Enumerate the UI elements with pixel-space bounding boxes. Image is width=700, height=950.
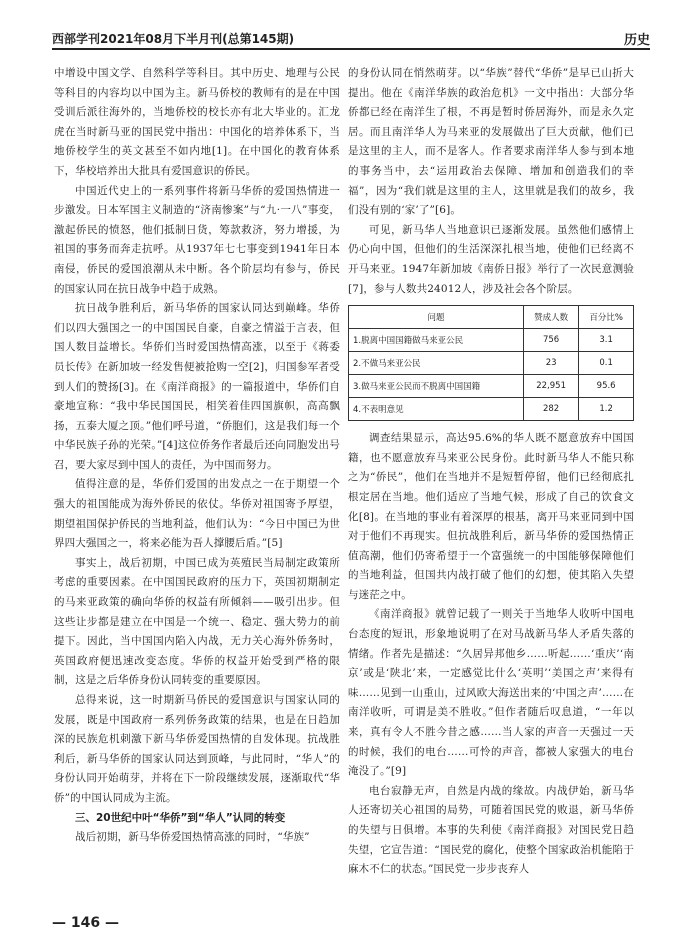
body-paragraph: 总得来说，这一时期新马侨民的爱国意识与国家认同的发展，既是中国政府一系列侨务政策的结果，也是在日趋加深的民族危机刺激下新马华侨爱国热情的自发体现。抗战胜利后，新马华侨的国家认同达到顶峰，与此同时，“华人”的身份认同开始萌芽，并将在下一阶段继续发展，逐渐取代“华侨”的中国认同成为主流。 (54, 694, 340, 804)
table-cell: 22,951 (523, 375, 578, 398)
column-header: 问题 (349, 306, 524, 329)
table-cell: 0.1 (579, 352, 634, 375)
body-paragraph: 的身份认同在悄然萌芽。以“华族”替代“华侨”是早已山折大提出。他在《南洋华族的政治危机》一文中指出：大部分华侨都已经在南洋生了根，不再是暂时侨居海外，而是永久定居。而且南洋华人为马来亚的发展做出了巨大贡献，他们已是这里的主人，而不是客人。作者要求南洋华人参与到本地的事务当中，去“运用政治去保障、增加和创造我们的幸福”，因为“我们就是这里的主人，这里就是我们的故乡，我们没有别的‘家’了”[6]。 (348, 67, 634, 217)
table-cell: 282 (523, 398, 578, 421)
column-header: 百分比% (579, 306, 634, 329)
body-paragraph: 抗日战争胜利后，新马华侨的国家认同达到巅峰。华侨们以四大强国之一的中国国民自豪，自豪之情溢于言表，但国人数目益增长。华侨们当时爱国热情高涨，以至于《蒋委员长传》在新加坡一经发售便被抢购一空[2]，归国参军者受到人们的赞扬[3]。在《南洋商报》的一篇报道中，华侨们自豪地宣称：“我中华民国国民，相笑着佳四国旗帜，高高飘扬，五泰大厦之顶。”他们呼号道，“侨胞们，这是我们每一个中华民族子孙的光荣。”[4]这位侨务作者最后还向同胞发出号召，要大家尽到中国人的责任，为中国而努力。 (54, 302, 340, 471)
table-row (349, 375, 634, 398)
right-column (348, 64, 634, 880)
body-paragraph: 调查结果显示，高达95.6%的华人既不愿意放弃中国国籍，也不愿意放弃马来亚公民身份。此时新马华人不能只称之为“侨民”，他们在当地并不是短暂停留，他们已经彻底扎根定居在当地。他们适应了当地气候，形成了自己的饮食文化[8]。在当地的事业有着深厚的根基，离开马来亚同到中国对于他们不再现实。但抗战胜利后，新马华侨的爱国热情正值高潮，他们仍寄希望于一个富强统一的中国能够保障他们的当地利益，但国共内战打破了他们的幻想，使其陷入失望与迷茫之中。 (348, 432, 634, 601)
survey-table (348, 305, 634, 421)
body-paragraph: 值得注意的是，华侨们爱国的出发点之一在于期望一个强大的祖国能成为海外侨民的依仗。华侨对祖国寄予厚望，期望祖国保护侨民的当地利益，他们认为：“今日中国已为世界四大强国之一，将来必能为吾人撑腰后盾。”[5] (54, 478, 340, 550)
table-cell: 1.脱离中国国籍做马来亚公民 (349, 329, 524, 352)
body-paragraph: 战后初期，新马华侨爱国热情高涨的同时，“华族” (75, 831, 310, 844)
section-title: 历史 (623, 33, 650, 48)
journal-title: 西部学刊2021年08月下半月刊(总第145期) (52, 32, 295, 46)
table-cell: 95.6 (579, 375, 634, 398)
table-cell: 23 (523, 352, 578, 375)
column-header: 赞成人数 (523, 306, 578, 329)
table-cell: 4.不表明意见 (349, 398, 524, 421)
table-row (349, 329, 634, 352)
body-paragraph: 电台寂静无声，自然是内战的缘故。内战伊始，新马华人还寄切关心祖国的局势，可随着国民党的败退，新马华侨的失望与日俱增。本事的失利使《南洋商报》对国民党日趋失望，它宣告道：“国民党的腐化，使整个国家政治机能陷于麻木不仁的状态。”国民党一步步丧弃人 (348, 784, 634, 876)
table-cell: 756 (523, 329, 578, 352)
body-paragraph: 中国近代史上的一系列事件将新马华侨的爱国热情进一步激发。日本军国主义制造的“济南惨案”与“九·一八”事变，激起侨民的愤怒，他们抵制日货，筹款救济，努力增援，为祖国的事务而奔走抗呼。从1937年七七事变到1941年日本南侵，侨民的爱国浪潮从未中断。各个阶层均有参与，侨民的国家认同在抗日战争中趋于成熟。 (54, 184, 340, 295)
body-paragraph: 中增设中国文学、自然科学等科目。其中历史、地理与公民等科目的内容均以中国为主。新马侨校的教师有的是在中国受训后派往海外的，当地侨校的校长亦有北大毕业的。汇龙虎在当时新马亚的国民党中指出：中国化的培养体系下，当地侨校学生的英文甚至不如内地[1]。在中国化的教育体系下，华校培养出大批具有爱国意识的侨民。 (54, 67, 340, 177)
table-cell: 2.不做马来亚公民 (349, 352, 524, 375)
left-column (54, 64, 340, 848)
table-cell: 3.1 (579, 329, 634, 352)
body-paragraph: 可见，新马华人当地意识已逐渐发展。虽然他们感情上仍心向中国，但他们的生活深深扎根当地，使他们已经离不开马来亚。1947年新加坡《南侨日报》举行了一次民意测验[7]，参与人数共24012人，涉及社会各个阶层。 (348, 223, 634, 295)
page-header (52, 28, 650, 50)
section-heading: 三、20世纪中叶“华侨”到“华人”认同的转变 (75, 811, 286, 824)
table-cell: 1.2 (579, 398, 634, 421)
table-row (349, 398, 634, 421)
table-row (349, 352, 634, 375)
table-header-row (349, 306, 634, 329)
body-paragraph: 事实上，战后初期，中国已成为英殖民当局制定政策所考虑的重要因素。在中国国民政府的压力下，英国初期制定的马来亚政策的确向华侨的权益有所倾斜——吸引出步。但这些让步都是建立在中国是一个统一、稳定、强大势力的前提下。因此，当中国国内陷入内战，无力关心海外侨务时，英国政府便迅速改变态度。华侨的权益开始受到严格的限制，这是之后华侨身份认同转变的重要原因。 (54, 556, 340, 687)
body-paragraph: 《南洋商报》就曾记载了一则关于当地华人收听中国电台态度的短讯，形象地说明了在对马战新马华人矛盾失落的情绪。作者先是描述：“久居异邦他乡……听起……‘重庆’‘南京’或是‘陕北’来，一定感觉比什么‘英明’‘美国之声’来得有味……见到一山重山，过风欧大海送出来的‘中国之声’……在南洋收听，可谓是美不胜收。”但作者随后叹息道，“一年以来，真有令人不胜今昔之感……当人家的声音一天强过一天的时候，我们的电台……可怜的声音，都被人家强大的电台淹没了。”[9] (348, 608, 634, 778)
table-cell: 3.做马来亚公民而不脱离中国国籍 (349, 375, 524, 398)
page-number: — 146 — (52, 915, 119, 931)
